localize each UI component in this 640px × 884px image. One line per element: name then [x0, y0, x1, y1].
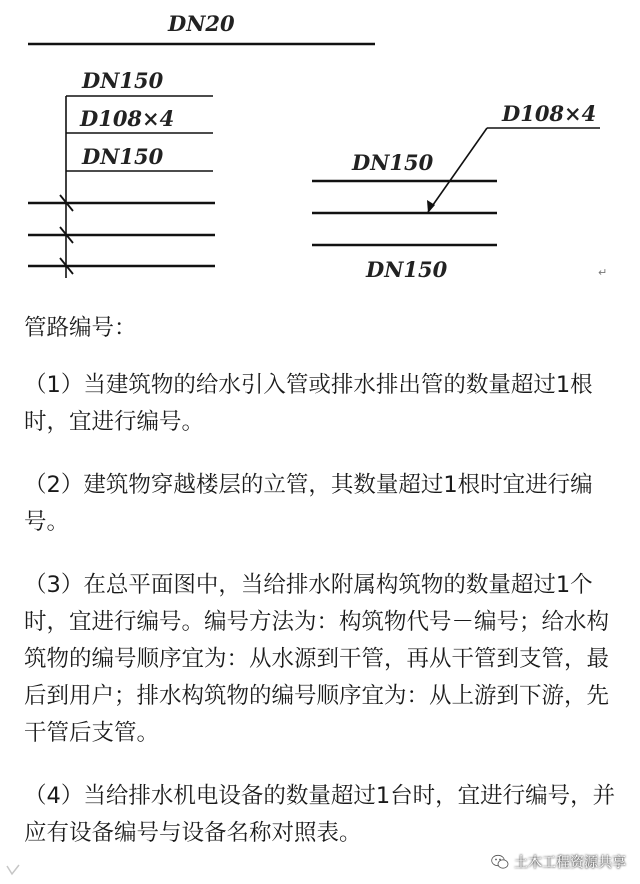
right-top-label: DN150 [352, 150, 434, 175]
right-leader-arrowhead [427, 200, 435, 213]
return-mark: ↵ [598, 266, 608, 279]
right-leader-diagonal [428, 128, 487, 212]
faint-watermark-icon [6, 864, 20, 876]
right-leader-label: D108×4 [502, 101, 597, 126]
top-pipe-label: DN20 [168, 11, 235, 36]
paragraph-4: （4）当给排水机电设备的数量超过1台时，宜进行编号，并应有设备编号与设备名称对照表。 [24, 783, 616, 846]
paragraph-3: （3）在总平面图中，当给排水附属构筑物的数量超过1个时，宜进行编号。编号方法为：构筑物代号－编号；给水构筑物的编号顺序宜为：从水源到干管，再从干管到支管，最后到用户；排水构筑物的编号顺序宜为：从上游到下游，先干管后支管。 [24, 572, 610, 746]
left-label-2: D108×4 [80, 106, 175, 131]
section-heading: 管路编号： [24, 315, 137, 341]
left-label-1: DN150 [82, 68, 164, 93]
watermark-text: 土木工程资源共享 [514, 855, 626, 871]
wechat-icon [491, 854, 509, 870]
pipe-labeling-diagram [0, 0, 640, 300]
paragraph-2: （2）建筑物穿越楼层的立管，其数量超过1根时宜进行编号。 [24, 472, 593, 535]
article-body [24, 310, 624, 878]
paragraph-1: （1）当建筑物的给水引入管或排水排出管的数量超过1根时，宜进行编号。 [24, 372, 593, 435]
left-label-3: DN150 [82, 144, 164, 169]
right-bottom-label: DN150 [366, 257, 448, 282]
watermark [491, 852, 626, 872]
faint-watermark-mark [6, 864, 20, 876]
